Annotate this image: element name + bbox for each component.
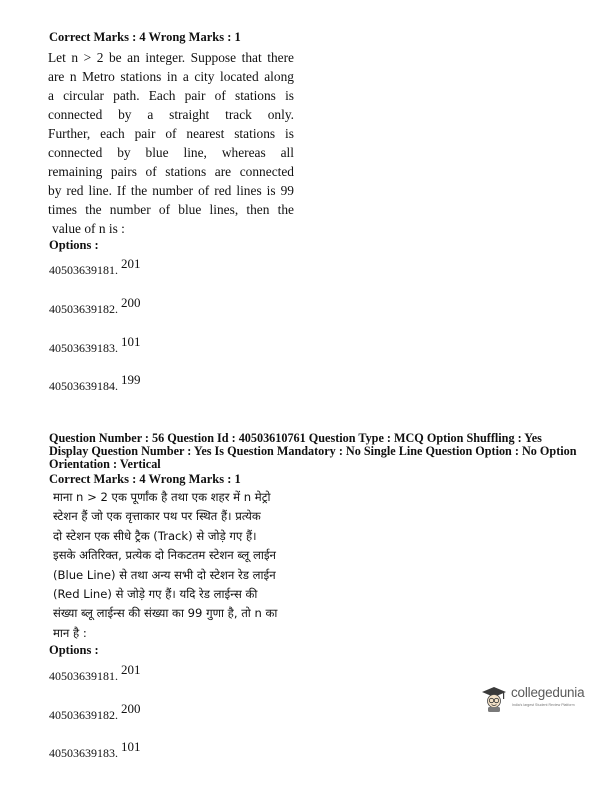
q56-options-label: Options : (49, 643, 99, 657)
q55-line: are n Metro stations in a city located along (48, 69, 294, 84)
q55-option-3[interactable] (49, 334, 141, 357)
q55-line: connected by a straight track only. (48, 107, 294, 122)
q55-line: by red line. If the number of red lines is 99 (48, 183, 294, 198)
q56-header-line-3: Orientation : Vertical (49, 457, 161, 471)
q55-marks: Correct Marks : 4 Wrong Marks : 1 (49, 30, 241, 44)
q56-line: दो स्टेशन एक सीधे ट्रैक (Track) से जोड़े गए हैं। (53, 528, 257, 543)
option-value: 200 (121, 701, 141, 716)
option-id: 40503639182. (49, 708, 118, 722)
option-id: 40503639184. (49, 379, 118, 393)
q55-option-4[interactable] (49, 372, 141, 395)
q56-line: (Blue Line) से तथा अन्य सभी दो स्टेशन रेड लाईन (53, 567, 276, 582)
option-id: 40503639183. (49, 746, 118, 760)
q55-line: connected by blue line, whereas all (48, 145, 294, 160)
option-value: 101 (121, 334, 141, 349)
q55-option-1[interactable] (49, 256, 141, 279)
option-value: 201 (121, 256, 141, 271)
q55-line: Further, each pair of nearest stations is (48, 126, 294, 141)
q56-option-2[interactable] (49, 701, 141, 724)
option-id: 40503639181. (49, 669, 118, 683)
option-value: 200 (121, 295, 141, 310)
q55-line: remaining pairs of stations are connected (48, 164, 294, 179)
graduate-mascot-icon (479, 683, 509, 713)
q56-line: माना n > 2 एक पूर्णांक है तथा एक शहर में n मेट्रो (53, 490, 271, 504)
q56-marks: Correct Marks : 4 Wrong Marks : 1 (49, 472, 241, 486)
collegedunia-logo (479, 683, 591, 713)
option-id: 40503639181. (49, 263, 118, 277)
option-id: 40503639182. (49, 302, 118, 316)
option-value: 199 (121, 372, 141, 387)
q55-question-text (48, 48, 294, 238)
q55-line: a circular path. Each pair of stations is (48, 88, 294, 103)
option-value: 201 (121, 662, 141, 677)
q55-line: times the number of blue lines, then the (48, 202, 294, 217)
q56-line: इसके अतिरिक्त, प्रत्येक दो निकटतम स्टेशन ब्लू लाईन (53, 548, 276, 563)
q55-options-label: Options : (49, 238, 99, 252)
option-id: 40503639183. (49, 341, 118, 355)
q56-header-line-1: Question Number : 56 Question Id : 40503610761 Question Type : MCQ Option Shuffling : Yes (49, 431, 542, 445)
option-value: 101 (121, 739, 141, 754)
q56-line: (Red Line) से जोड़े गए हैं। यदि रेड लाईन्स की (53, 587, 258, 602)
q56-option-1[interactable] (49, 662, 141, 685)
q56-question-text (53, 488, 293, 643)
q56-line: मान है : (53, 625, 87, 640)
q55-line: value of n is : (52, 221, 125, 236)
q56-line: संख्या ब्लू लाईन्स की संख्या का 99 गुणा है, तो n का (53, 606, 278, 621)
q56-line: स्टेशन हैं जो एक वृत्ताकार पथ पर स्थित हैं। प्रत्येक (53, 509, 261, 524)
logo-tagline: India's largest Student Review Platform (512, 703, 575, 707)
q56-header-line-2: Display Question Number : Yes Is Question Mandatory : No Single Line Question Option : No Option (49, 444, 577, 458)
logo-name: collegedunia (511, 685, 585, 700)
q55-option-2[interactable] (49, 295, 141, 318)
q56-option-3[interactable] (49, 739, 141, 762)
q55-line: Let n > 2 be an integer. Suppose that there (48, 50, 294, 65)
